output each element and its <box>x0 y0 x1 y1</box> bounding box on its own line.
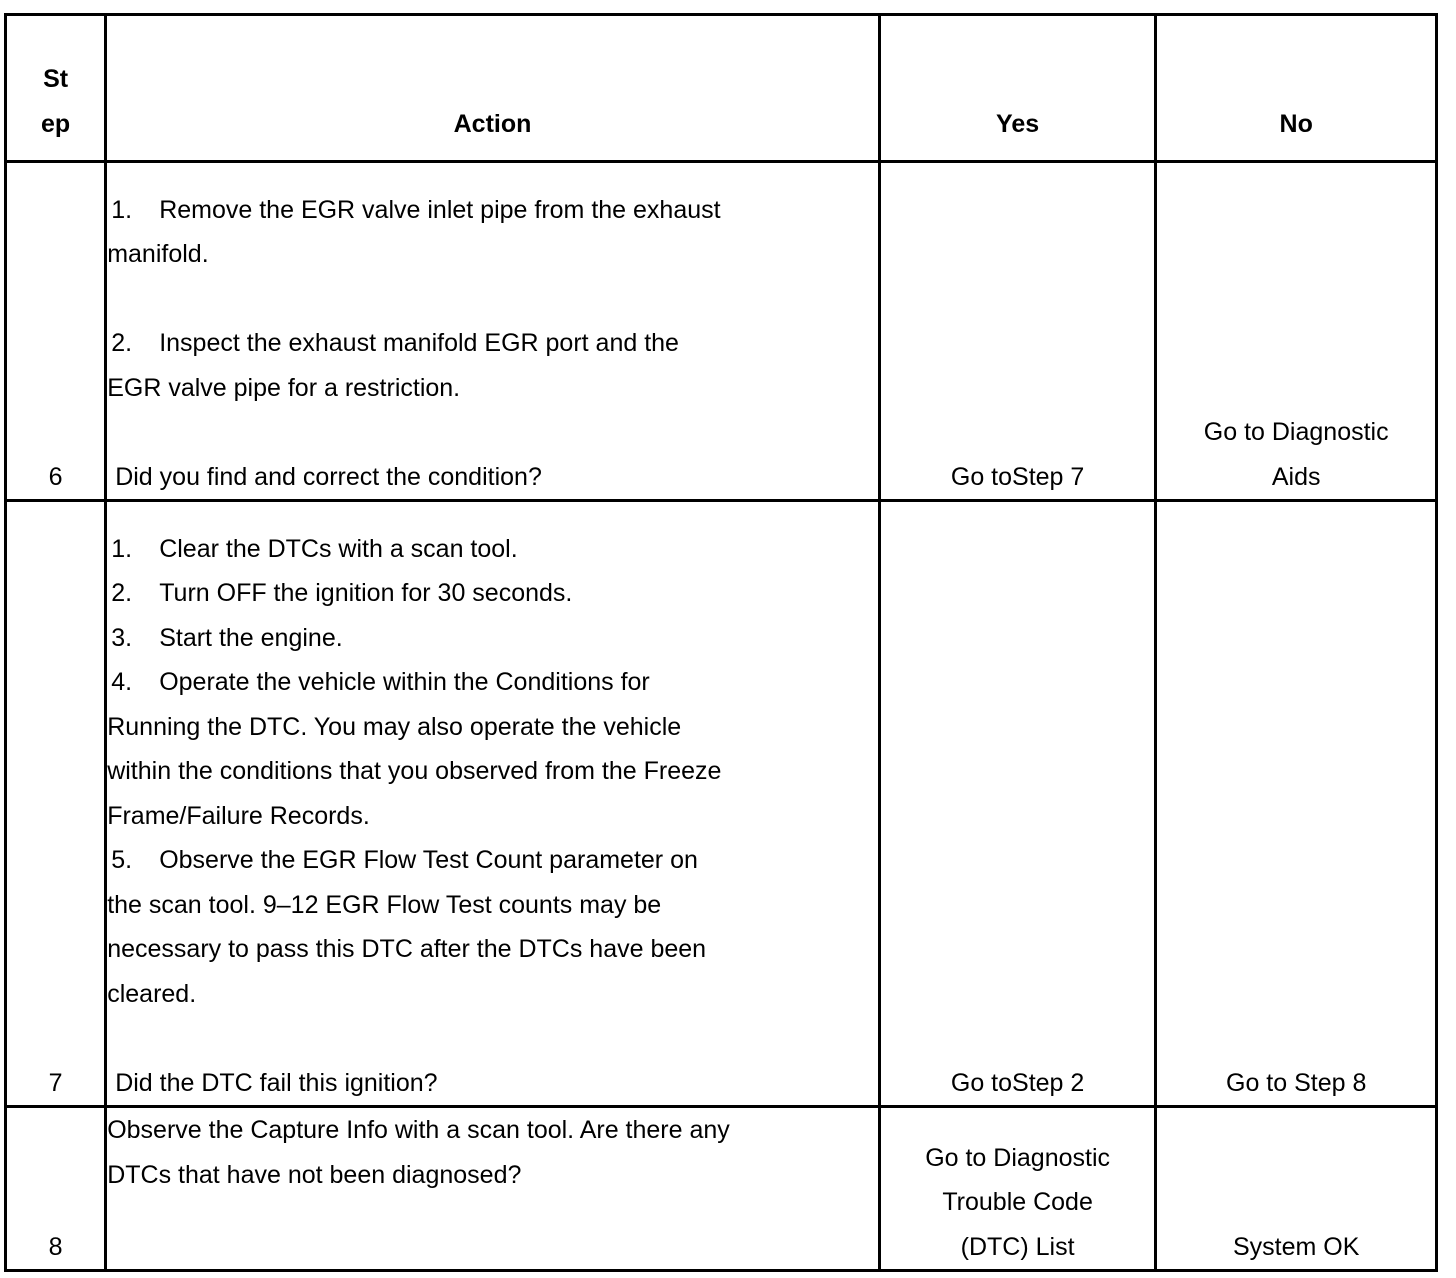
no-outcome: Go to Step 8 <box>1226 1068 1367 1097</box>
no-cell <box>1156 162 1437 501</box>
action-question: Did you find and correct the condition? <box>115 462 542 491</box>
action-item-cont: within the conditions that you observed from the Freeze <box>107 757 722 785</box>
action-line: Observe the Capture Info with a scan tool. Are there any <box>107 1116 730 1144</box>
action-item-cont: manifold. <box>107 240 209 268</box>
yes-cell <box>879 501 1156 1107</box>
header-row <box>6 15 1437 162</box>
action-item-cont: Frame/Failure Records. <box>107 801 370 830</box>
step-number: 6 <box>6 162 106 501</box>
no-outcome-line1: Go to Diagnostic <box>1203 418 1389 446</box>
no-cell <box>1156 1107 1437 1271</box>
yes-outcome: Go toStep 2 <box>950 1068 1085 1097</box>
header-step <box>6 15 106 162</box>
header-yes: Yes <box>879 15 1156 162</box>
action-line: DTCs that have not been diagnosed? <box>107 1160 522 1189</box>
table-row <box>6 1107 1437 1271</box>
table-row <box>6 501 1437 1107</box>
diagnostic-table <box>4 13 1438 1272</box>
yes-outcome-line1: Go to Diagnostic <box>925 1143 1111 1172</box>
action-cell <box>106 501 880 1107</box>
action-item: 2. Turn OFF the ignition for 30 seconds. <box>111 579 573 607</box>
action-item-cont: EGR valve pipe for a restriction. <box>107 373 461 402</box>
header-action: Action <box>106 15 880 162</box>
header-no: No <box>1156 15 1437 162</box>
action-item-cont: Running the DTC. You may also operate the vehicle <box>107 712 682 741</box>
action-item: 2. Inspect the exhaust manifold EGR port and the <box>111 329 679 357</box>
action-cell <box>106 1107 880 1271</box>
table-row <box>6 162 1437 501</box>
action-item-cont: necessary to pass this DTC after the DTCs have been <box>107 935 707 963</box>
action-item: 4. Operate the vehicle within the Conditions for <box>111 668 650 696</box>
no-outcome-line2: Aids <box>1271 462 1321 491</box>
action-question: Did the DTC fail this ignition? <box>115 1068 438 1097</box>
yes-outcome-line2: Trouble Code <box>942 1188 1093 1216</box>
yes-outcome-line3: (DTC) List <box>960 1232 1075 1261</box>
no-outcome: System OK <box>1232 1232 1360 1261</box>
action-item-cont: the scan tool. 9–12 EGR Flow Test counts may be <box>107 890 662 919</box>
yes-outcome: Go toStep 7 <box>950 462 1085 491</box>
yes-cell <box>879 162 1156 501</box>
action-item-cont: cleared. <box>107 979 197 1008</box>
no-cell <box>1156 501 1437 1107</box>
step-number: 8 <box>6 1107 106 1271</box>
header-step-line2: ep <box>41 109 71 138</box>
yes-cell <box>879 1107 1156 1271</box>
header-step-line1: St <box>43 65 69 93</box>
action-item: 5. Observe the EGR Flow Test Count parameter on <box>111 846 698 874</box>
action-item: 1. Clear the DTCs with a scan tool. <box>111 534 518 563</box>
action-item: 1. Remove the EGR valve inlet pipe from the exhaust <box>111 195 721 224</box>
action-item: 3. Start the engine. <box>111 623 343 652</box>
action-cell <box>106 162 880 501</box>
step-number: 7 <box>6 501 106 1107</box>
